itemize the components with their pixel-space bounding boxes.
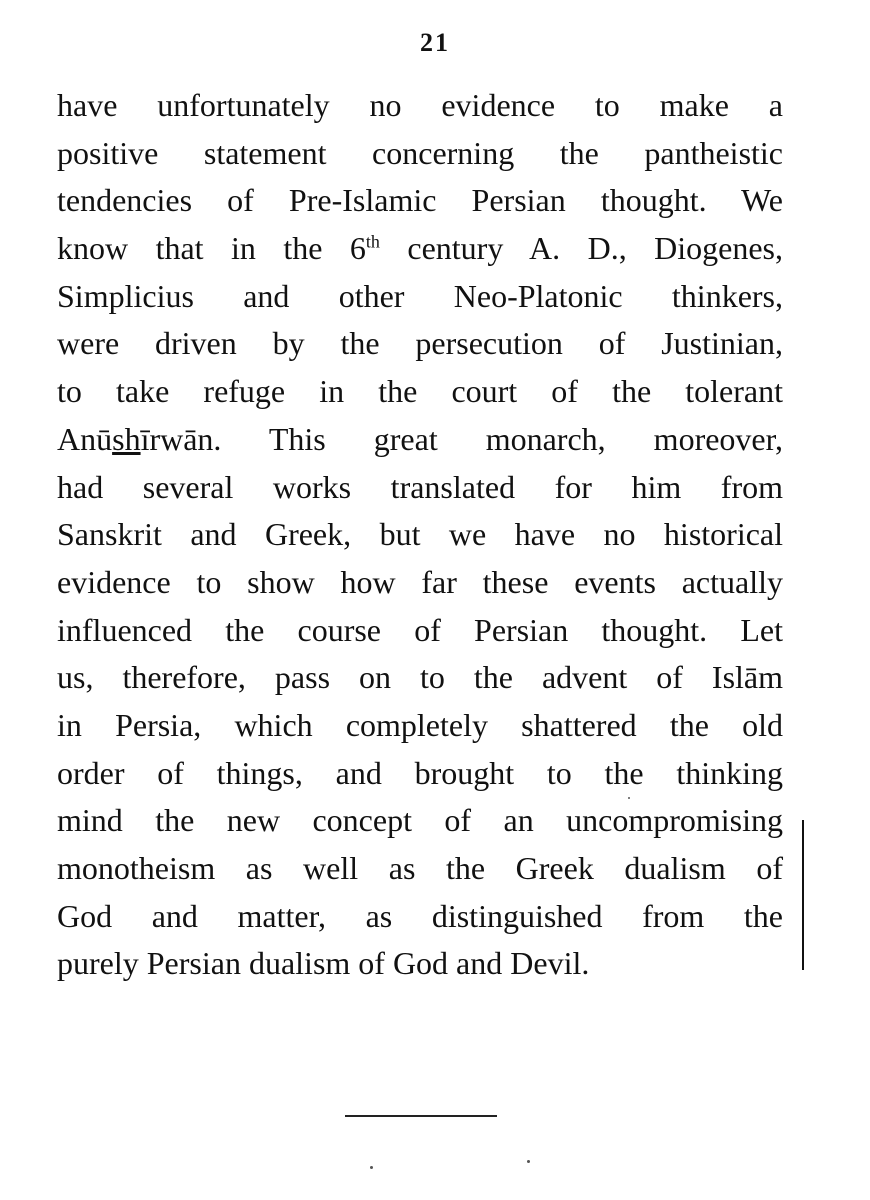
page-number: 21 <box>420 28 450 57</box>
text-line: in Persia, which completely shattered the old <box>57 706 783 743</box>
text-line: Simplicius and other Neo-Platonic thinkers, <box>57 277 783 314</box>
scan-speck <box>370 1166 373 1169</box>
body-paragraph <box>57 82 783 988</box>
text-line <box>57 416 783 464</box>
text-line: had several works translated for him from <box>57 468 783 505</box>
text-line: order of things, and brought to the thinking <box>57 754 783 791</box>
text-line: mind the new concept of an uncompromising <box>57 802 783 839</box>
scan-speck <box>527 1160 530 1163</box>
text-fragment: century A. D., Diogenes, <box>379 230 784 267</box>
text-line: have unfortunately no evidence to make a <box>57 87 783 123</box>
text-fragment: know that in the 6 <box>57 230 366 267</box>
text-line <box>57 225 783 273</box>
text-fragment: īrwān. This great monarch, moreover, <box>140 420 783 457</box>
text-line: influenced the course of Persian thought. Let <box>57 611 783 648</box>
text-line: purely Persian dualism of God and Devil. <box>57 945 590 982</box>
margin-mark <box>802 820 804 970</box>
text-line: God and matter, as distinguished from the <box>57 897 783 934</box>
text-line: us, therefore, pass on to the advent of Islām <box>57 659 783 696</box>
text-line: tendencies of Pre-Islamic Persian thought. We <box>57 182 783 219</box>
text-line: Sanskrit and Greek, but we have no historical <box>57 516 783 553</box>
text-line: positive statement concerning the pantheistic <box>57 134 783 171</box>
text-fragment: Anū <box>57 420 113 457</box>
scan-speck <box>628 797 630 799</box>
text-line: evidence to show how far these events actually <box>57 563 783 600</box>
section-rule <box>345 1115 497 1117</box>
text-line: monotheism as well as the Greek dualism of <box>57 850 783 886</box>
text-line: to take refuge in the court of the tolerant <box>57 373 783 410</box>
text-line: were driven by the persecution of Justinian, <box>57 325 783 362</box>
superscript-ordinal: th <box>365 231 380 252</box>
transliteration-underline: sh <box>112 420 141 457</box>
